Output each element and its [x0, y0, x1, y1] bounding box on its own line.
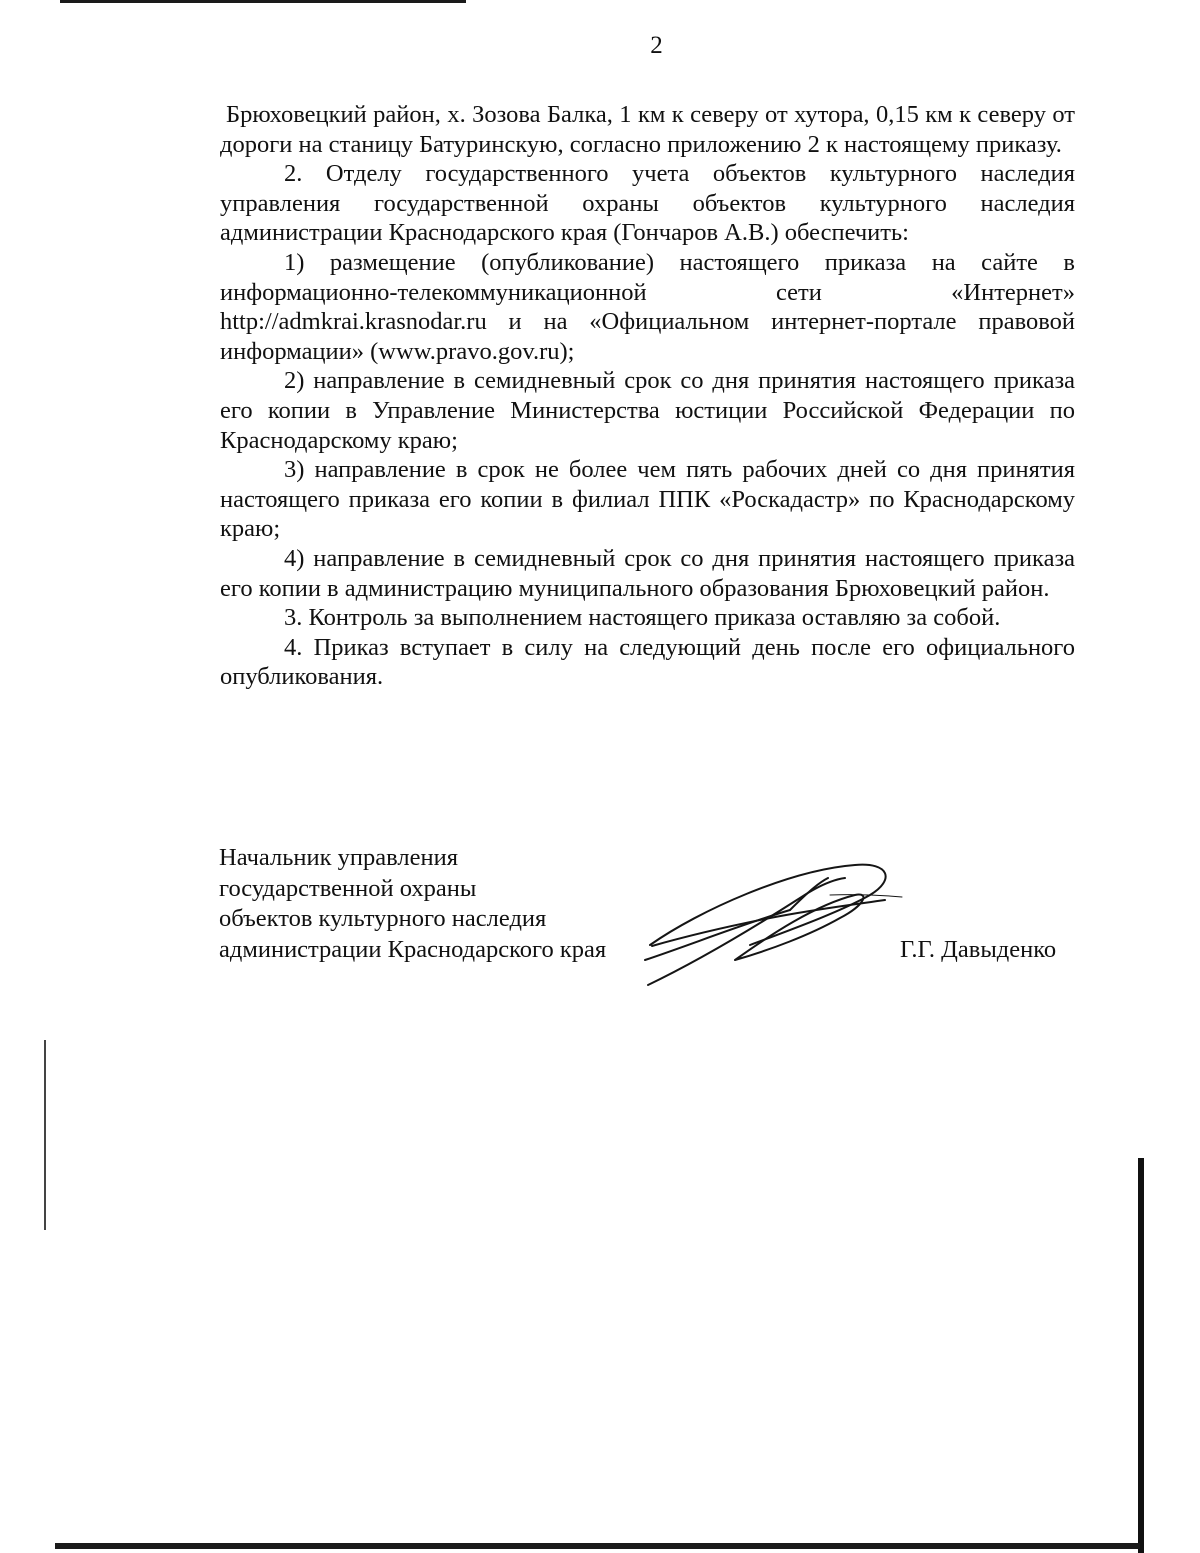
paragraph-item-2: 2. Отделу государственного учета объектов культурного наследия управления государственной охраны объектов культурного наследия администрации Краснодарского края (Гончаров А.В.) обеспечить: [220, 160, 1075, 247]
scan-edge-top [60, 0, 466, 3]
scan-edge-bottom [55, 1543, 1140, 1549]
signer-position-line: администрации Краснодарского края [219, 935, 607, 963]
paragraph-subitem-3: 3) направление в срок не более чем пять рабочих дней со дня принятия настоящего приказа его копии в филиал ППК «Роскадастр» по Краснодарскому краю; [220, 456, 1075, 543]
signer-name: Г.Г. Давыденко [900, 936, 1057, 963]
scan-edge-left [44, 1040, 46, 1230]
paragraph-item-4: 4. Приказ вступает в силу на следующий день после его официального опубликования. [220, 633, 1075, 691]
signer-position-line: государственной охраны [219, 874, 477, 902]
handwritten-signature [640, 850, 910, 1000]
paragraph-subitem-1: 1) размещение (опубликование) настоящего приказа на сайте в информационно-телекоммуникационной сети «Интернет» http://admkrai.krasnodar.ru и на «Официальном интернет-портале правовой информации» (www.pravo.gov.ru); [220, 248, 1075, 365]
paragraph-address-continuation: Брюховецкий район, х. Зозова Балка, 1 км к северу от хутора, 0,15 км к северу от дороги на станицу Батуринскую, согласно приложению 2 к настоящему приказу. [220, 101, 1075, 158]
scan-edge-right [1138, 1158, 1144, 1553]
page-number: 2 [650, 32, 663, 59]
document-body [220, 100, 1075, 692]
paragraph-subitem-4: 4) направление в семидневный срок со дня принятия настоящего приказа его копии в администрацию муниципального образования Брюховецкий район. [220, 544, 1075, 602]
signer-position [219, 843, 606, 965]
signer-position-line: объектов культурного наследия [219, 905, 547, 932]
paragraph-subitem-2: 2) направление в семидневный срок со дня принятия настоящего приказа его копии в Управление Министерства юстиции Российской Федерации по Краснодарскому краю; [220, 367, 1075, 454]
signer-position-line: Начальник управления [219, 844, 458, 871]
paragraph-item-3: 3. Контроль за выполнением настоящего приказа оставляю за собой. [284, 604, 1001, 632]
